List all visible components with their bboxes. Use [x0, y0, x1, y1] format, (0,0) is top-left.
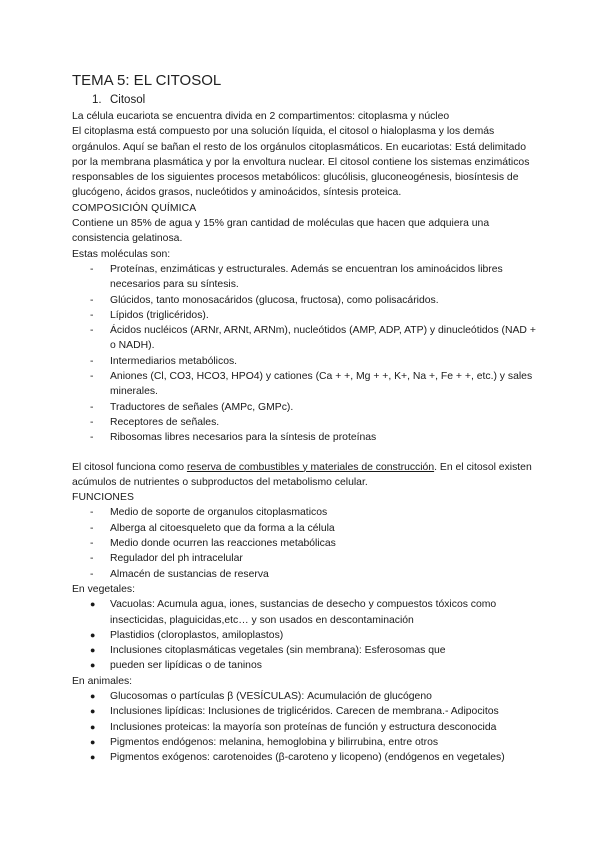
list-item: ● Pigmentos exógenos: carotenoides (β-caroteno y licopeno) (endógenos en vegetales) [90, 750, 540, 765]
vegetales-list [72, 597, 540, 673]
dash-marker: - [90, 522, 94, 534]
list-item: ● Vacuolas: Acumula agua, iones, sustancias de desecho y compuestos tóxicos como insecticidas, plaguicidas,etc… y son usados en descontaminación [90, 597, 540, 628]
bullet-marker: ● [90, 645, 96, 656]
list-item: - Lípidos (triglicéridos). [90, 308, 540, 323]
list-item: ● Inclusiones proteicas: la mayoría son proteínas de función y estructura desconocida [90, 720, 540, 735]
list-item: ● pueden ser lipídicas o de taninos [90, 658, 540, 673]
list-item: - Alberga al citoesqueleto que da forma a la célula [90, 521, 540, 536]
bullet-marker: ● [90, 599, 96, 610]
dash-marker: - [90, 507, 94, 519]
dash-marker: - [90, 309, 94, 321]
list-item: - Traductores de señales (AMPc, GMPc). [90, 400, 540, 415]
section-number: 1. [92, 94, 102, 106]
list-item: - Aniones (Cl, CO3, HCO3, HPO4) y cationes (Ca + +, Mg + +, K+, Na +, Fe + +, etc.) y sales minerales. [90, 369, 540, 400]
list-item: ● Glucosomas o partículas β (VESÍCULAS): Acumulación de glucógeno [90, 689, 540, 704]
dash-marker: - [90, 568, 94, 580]
bullet-marker: ● [90, 752, 96, 763]
dash-marker: - [90, 294, 94, 306]
spacer [72, 446, 540, 460]
bullet-marker: ● [90, 629, 96, 640]
list-item: ● Inclusiones lipídicas: Inclusiones de triglicéridos. Carecen de membrana.- Adipocitos [90, 704, 540, 719]
bullet-marker: ● [90, 660, 96, 671]
composicion-heading: COMPOSICIÓN QUÍMICA [72, 202, 197, 214]
composicion-text: Contiene un 85% de agua y 15% gran cantidad de moléculas que hacen que adquiera una consistencia gelatinosa. [72, 218, 490, 245]
bullet-marker: ● [90, 721, 96, 732]
vegetales-heading: En vegetales: [72, 583, 135, 595]
page-title: TEMA 5: EL CITOSOL [72, 72, 222, 89]
list-item: ● Plastidios (cloroplastos, amiloplastos) [90, 628, 540, 643]
underlined-phrase: reserva de combustibles y materiales de construcción [186, 461, 435, 473]
funciones-heading: FUNCIONES [72, 492, 135, 504]
list-item: - Ribosomas libres necesarios para la síntesis de proteínas [90, 430, 540, 445]
composicion-lead: Estas moléculas son: [72, 248, 171, 260]
list-item: - Ácidos nucléicos (ARNr, ARNt, ARNm), nucleótidos (AMP, ADP, ATP) y dinucleótidos (NAD + o NADH). [90, 323, 540, 354]
section-heading [92, 93, 540, 108]
section-title: Citosol [110, 94, 146, 106]
list-item: ● Inclusiones citoplasmáticas vegetales (sin membrana): Esferosomas que [90, 643, 540, 658]
dash-marker: - [90, 371, 94, 383]
list-item: - Almacén de sustancias de reserva [90, 567, 540, 582]
dash-marker: - [90, 401, 94, 413]
bullet-marker: ● [90, 690, 96, 701]
animales-heading: En animales: [72, 675, 133, 687]
dash-marker: - [90, 263, 94, 275]
list-item: - Proteínas, enzimáticas y estructurales. Además se encuentran los aminoácidos libres necesarios para su síntesis. [90, 262, 540, 293]
composicion-list [72, 262, 540, 446]
list-item: ● Pigmentos endógenos: melanina, hemoglobina y bilirrubina, entre otros [90, 735, 540, 750]
list-item: - Intermediarios metabólicos. [90, 354, 540, 369]
dash-marker: - [90, 416, 94, 428]
dash-marker: - [90, 325, 94, 337]
intro-paragraph-2: El citoplasma está compuesto por una solución líquida, el citosol o hialoplasma y los demás orgánulos. Aquí se bañan el resto de los orgánulos citoplasmáticos. En eucariotas: Está delimitado por la membrana plasmática y por la envoltura nuclear. El citosol contiene los sistemas enzimáticos responsables de los siguientes procesos metabólicos: glucólisis, gluconeogénesis, biosíntesis de glucógeno, ácidos grasos, nucleótidos y aminoácidos, síntesis proteica. [72, 126, 530, 199]
list-item: - Medio de soporte de organulos citoplasmaticos [90, 505, 540, 520]
list-item: - Regulador del ph intracelular [90, 551, 540, 566]
reserva-paragraph: El citosol funciona como reserva de combustibles y materiales de construcción. En el citosol existen acúmulos de nutrientes o subproductos del metabolismo celular. [72, 461, 532, 488]
funciones-list [72, 505, 540, 581]
dash-marker: - [90, 538, 94, 550]
dash-marker: - [90, 432, 94, 444]
dash-marker: - [90, 355, 94, 367]
list-item: - Glúcidos, tanto monosacáridos (glucosa, fructosa), como polisacáridos. [90, 293, 540, 308]
list-item: - Receptores de señales. [90, 415, 540, 430]
list-item: - Medio donde ocurren las reacciones metabólicas [90, 536, 540, 551]
intro-paragraph-1: La célula eucariota se encuentra divida en 2 compartimentos: citoplasma y núcleo [72, 111, 450, 122]
animales-list [72, 689, 540, 765]
bullet-marker: ● [90, 706, 96, 717]
dash-marker: - [90, 553, 94, 565]
bullet-marker: ● [90, 736, 96, 747]
